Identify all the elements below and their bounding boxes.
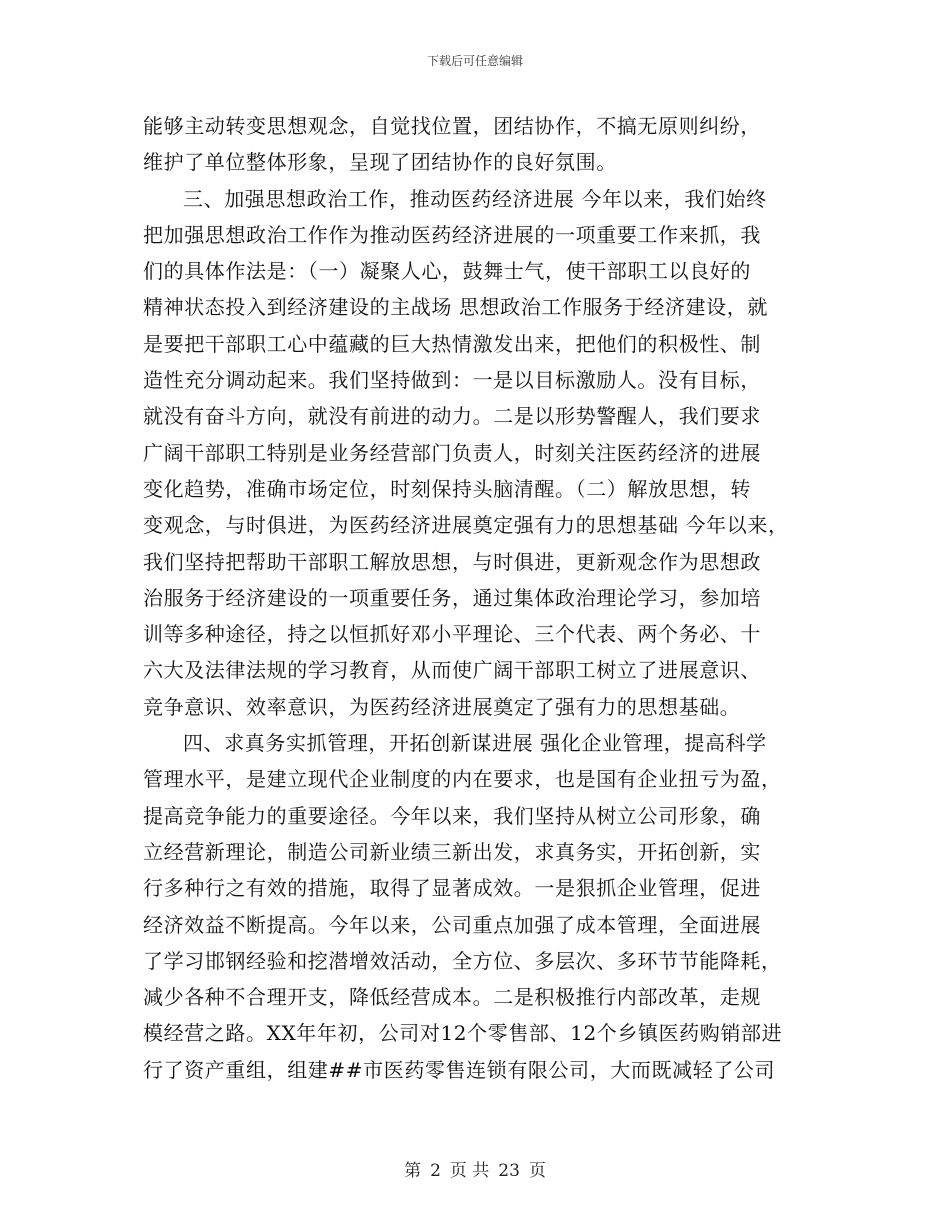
paragraph-start-line: 四、求真务实抓管理，开拓创新谋进展 强化企业管理，提高科学: [183, 731, 767, 756]
text-line: 是要把干部职工心中蕴藏的巨大热情激发出来，把他们的积极性、制: [143, 331, 761, 356]
text-line: 训等多种途径，持之以恒抓好邓小平理论、三个代表、两个务必、十: [143, 622, 761, 647]
footer-label-of: 页 共: [449, 1161, 490, 1181]
footer-label-pages: 页: [528, 1161, 546, 1181]
text-line: 变观念，与时俱进，为医药经济进展奠定强有力的思想基础 今年以来，: [143, 513, 789, 538]
text-line: 广阔干部职工特别是业务经营部门负责人，时刻关注医药经济的进展: [143, 440, 761, 465]
text-line: 行多种行之有效的措施，取得了显著成效。一是狠抓企业管理，促进: [143, 876, 761, 901]
text-line: 模经营之路。XX年年初，公司对12个零售部、12个乡镇医药购销部进: [143, 1021, 783, 1046]
text-line: 们的具体作法是：（一）凝聚人心，鼓舞士气，使干部职工以良好的: [143, 259, 751, 284]
total-pages-number: 23: [498, 1161, 520, 1181]
page-footer: [0, 1156, 950, 1181]
paragraph-start-line: 三、加强思想政治工作，推动医药经济进展 今年以来，我们始终: [183, 186, 767, 211]
document-body: [143, 108, 813, 1088]
text-line: 精神状态投入到经济建设的主战场 思想政治工作服务于经济建设，就: [143, 295, 768, 320]
current-page-number: 2: [430, 1161, 441, 1181]
footer-label-page: 第: [404, 1161, 422, 1181]
text-line: 治服务于经济建设的一项重要任务，通过集体政治理论学习，参加培: [143, 585, 761, 610]
text-line: 提高竞争能力的重要途径。今年以来，我们坚持从树立公司形象，确: [143, 803, 761, 828]
text-line: 行了资产重组，组建##市医药零售连锁有限公司，大而既减轻了公司: [143, 1057, 776, 1082]
text-line: 经济效益不断提高。今年以来，公司重点加强了成本管理，全面进展: [143, 912, 761, 937]
text-line: 六大及法律法规的学习教育，从而使广阔干部职工树立了进展意识、: [143, 658, 761, 683]
text-line: 管理水平，是建立现代企业制度的内在要求，也是国有企业扭亏为盈，: [143, 767, 782, 792]
text-line: 造性充分调动起来。我们坚持做到：一是以目标激励人。没有目标，: [143, 368, 761, 393]
text-line: 就没有奋斗方向，就没有前进的动力。二是以形势警醒人，我们要求: [143, 404, 761, 429]
text-line: 维护了单位整体形象，呈现了团结协作的良好氛围。: [143, 150, 617, 175]
text-line: 了学习邯钢经验和挖潜增效活动，全方位、多层次、多环节节能降耗，: [143, 948, 782, 973]
text-line: 减少各种不合理开支，降低经营成本。二是积极推行内部改革，走规: [143, 985, 761, 1010]
page-header: 下载后可任意编辑: [426, 54, 523, 68]
text-line: 变化趋势，准确市场定位，时刻保持头脑清醒。（二）解放思想，转: [143, 476, 751, 501]
text-line: 能够主动转变思想观念，自觉找位置，团结协作，不搞无原则纠纷，: [143, 114, 761, 138]
text-line: 我们坚持把帮助干部职工解放思想，与时俱进，更新观念作为思想政: [143, 549, 761, 574]
text-line: 把加强思想政治工作作为推动医药经济进展的一项重要工作来抓，我: [143, 222, 761, 247]
text-line: 立经营新理论，制造公司新业绩三新出发，求真务实，开拓创新，实: [143, 839, 761, 864]
text-line: 竞争意识、效率意识，为医药经济进展奠定了强有力的思想基础。: [143, 694, 741, 719]
